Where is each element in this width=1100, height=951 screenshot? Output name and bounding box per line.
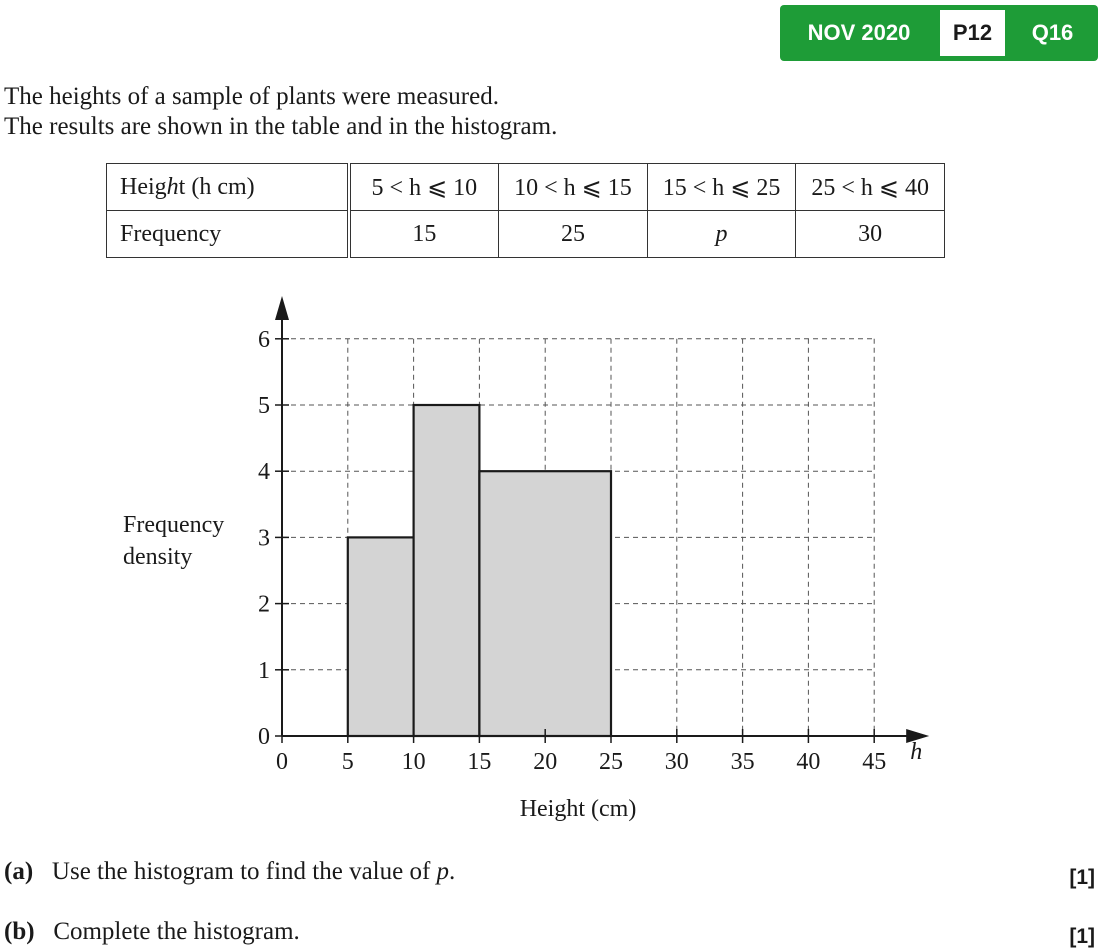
height-header: Height (h cm) (107, 164, 349, 211)
x-tick-label: 10 (401, 749, 426, 775)
y-tick-label: 0 (258, 724, 270, 750)
y-tick-label: 2 (258, 591, 270, 618)
class-cell: 5 < h ⩽ 10 (349, 164, 499, 211)
question-a-marks: [1] (1069, 866, 1095, 889)
question-b-marks: [1] (1069, 925, 1095, 948)
question-b-text: Complete the histogram. (53, 918, 300, 945)
x-tick-label: 35 (730, 749, 755, 775)
x-tick-label: 45 (862, 749, 887, 775)
question-a-variable: p (436, 858, 450, 885)
x-tick-label: 0 (276, 749, 288, 775)
x-tick-label: 30 (664, 749, 689, 775)
x-tick-label: 40 (796, 749, 821, 775)
y-tick-label: 5 (258, 393, 270, 419)
frequency-cell: 30 (796, 211, 945, 258)
paper-label: P12 (940, 10, 1005, 56)
x-tick-label: 5 (341, 749, 354, 775)
histogram-bar (348, 537, 414, 736)
question-a-text: Use the histogram to find the value of (51, 858, 437, 885)
y-tick-label: 1 (258, 657, 270, 684)
histogram-bar (414, 405, 480, 736)
histogram-bar (479, 471, 611, 736)
intro-line-1: The heights of a sample of plants were measured. (4, 83, 499, 110)
x-tick-label: 25 (599, 749, 623, 775)
class-cell: 25 < h ⩽ 40 (796, 164, 945, 211)
question-a-label: (a) (4, 858, 34, 885)
x-axis-label: Height (cm) (519, 796, 637, 822)
table-row-height (107, 164, 945, 211)
session-label: NOV 2020 (807, 20, 911, 45)
question-badge (780, 5, 1098, 61)
y-axis-arrow (275, 296, 289, 320)
x-axis-symbol: h (910, 739, 923, 765)
frequency-cell: 25 (499, 211, 648, 258)
frequency-table (106, 163, 945, 258)
frequency-cell: 15 (349, 211, 499, 258)
frequency-cell: p (647, 211, 796, 258)
y-tick-label: 6 (258, 326, 270, 353)
question-label: Q16 (1031, 20, 1074, 45)
question-a-end: . (449, 858, 456, 885)
histogram (0, 290, 1100, 835)
x-tick-label: 15 (467, 749, 492, 775)
frequency-header: Frequency (107, 211, 349, 258)
class-cell: 15 < h ⩽ 25 (647, 164, 796, 211)
class-cell: 10 < h ⩽ 15 (499, 164, 648, 211)
x-tick-label: 20 (533, 749, 558, 775)
table-row-frequency (107, 211, 945, 258)
y-axis-label: Frequency density (123, 512, 225, 570)
question-a (4, 858, 455, 886)
y-tick-label: 4 (258, 459, 270, 486)
question-b (4, 918, 300, 946)
question-b-label: (b) (4, 918, 35, 945)
y-tick-label: 3 (258, 525, 270, 552)
intro-line-2: The results are shown in the table and in the histogram. (4, 113, 558, 140)
intro-text (4, 82, 557, 142)
